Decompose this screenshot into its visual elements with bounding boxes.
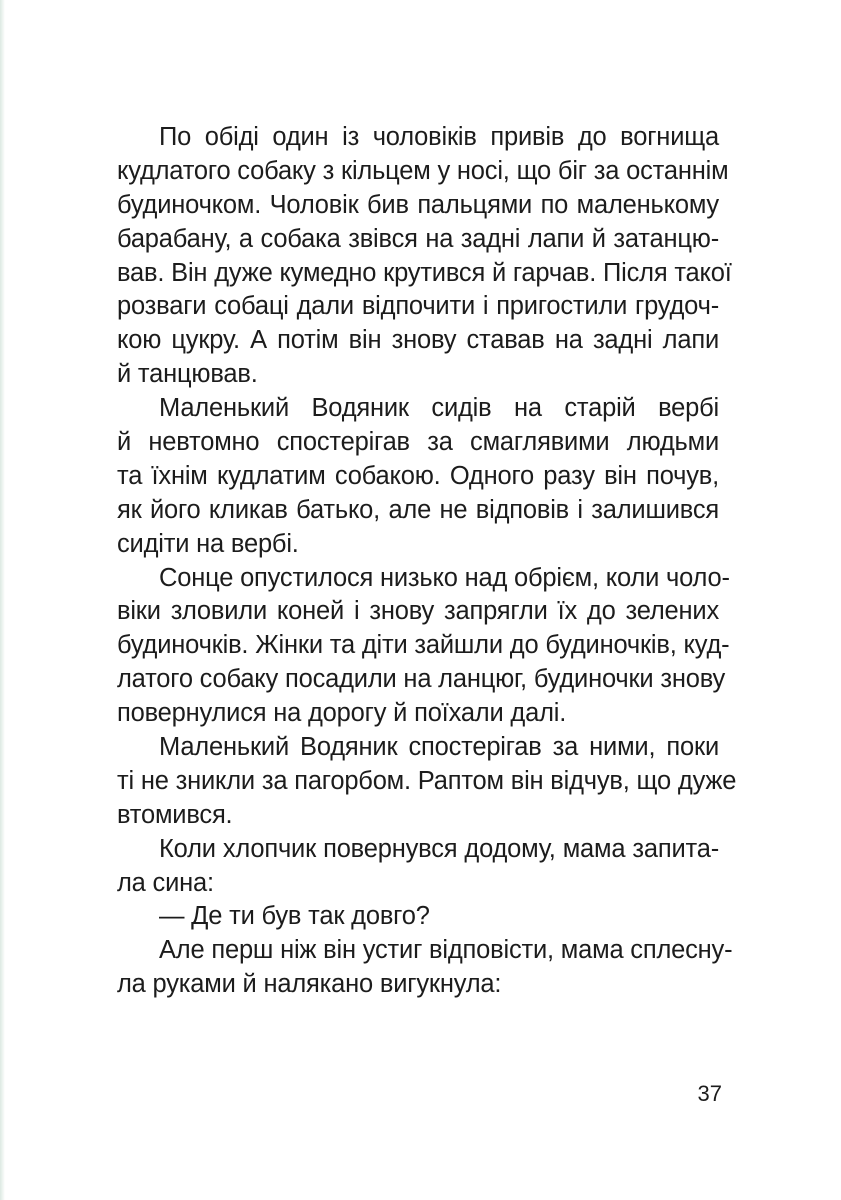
page-number: 37 [697, 1081, 722, 1106]
text-line: та їхнім кудлатим собакою. Одного разу він почув, [117, 461, 719, 490]
text-line: ла сина: [117, 868, 214, 897]
text-line: втомився. [117, 800, 233, 829]
text-line: будиночків. Жінки та діти зайшли до будиночків, куд- [117, 631, 730, 660]
text-line: віки зловили коней і знову запрягли їх до зелених [117, 597, 719, 626]
text-line: як його кликав батько, але не відповів і залишився [117, 495, 719, 524]
text-line: розваги собаці дали відпочити і пригостили грудоч- [117, 292, 719, 321]
text-line: й танцював. [117, 360, 258, 389]
dialogue-line: — Де ти був так довго? [159, 902, 430, 931]
text-line: ті не зникли за пагорбом. Раптом він відчув, що дуже [117, 766, 737, 795]
text-line: Сонце опустилося низько над обрієм, коли чоло- [159, 563, 730, 592]
text-line: й невтомно спостерігав за смаглявими людьми [117, 428, 719, 457]
text-line: По обіді один із чоловіків привів до вогнища [159, 123, 719, 151]
text-line: вав. Він дуже кумедно крутився й гарчав. Після такої [117, 258, 732, 287]
page-edge [0, 0, 5, 1200]
text-line: Маленький Водяник сидів на старій вербі [159, 394, 719, 423]
text-line: Маленький Водяник спостерігав за ними, поки [159, 733, 719, 762]
text-line: повернулися на дорогу й поїхали далі. [117, 699, 567, 728]
text-line: ла руками й налякано вигукнула: [117, 970, 502, 999]
text-line: латого собаку посадили на ланцюг, будиночки знову [117, 665, 726, 694]
text-line: барабану, а собака звівся на задні лапи й затанцю- [117, 224, 719, 253]
text-line: Коли хлопчик повернувся додому, мама запита- [159, 834, 719, 863]
text-line: кою цукру. А потім він знову ставав на задні лапи [117, 326, 719, 355]
text-line: Але перш ніж він устиг відповісти, мама сплесну- [159, 936, 733, 965]
page-body-text [117, 121, 737, 1002]
text-line: сидіти на вербі. [117, 529, 299, 558]
text-line: будиночком. Чоловік бив пальцями по маленькому [117, 190, 719, 219]
text-line: кудлатого собаку з кільцем у носі, що біг за останнім [117, 156, 729, 185]
